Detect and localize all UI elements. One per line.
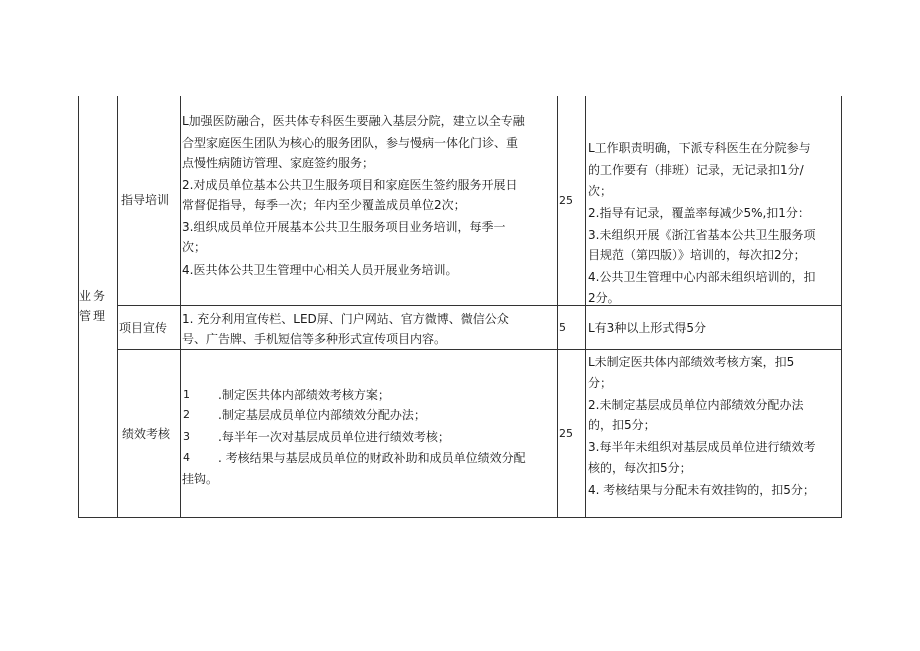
criteria-line: 分；: [588, 376, 613, 390]
score-cell: 25: [559, 427, 573, 440]
criteria-line: L工作职责明确，下派专科医生在分院参与: [588, 141, 811, 155]
grid-line: [117, 349, 842, 350]
criteria-line: 3.未组织开展《浙江省基本公共卫生服务项: [588, 228, 816, 242]
criteria-line: 的工作要有（排班）记录，无记录扣1分/: [588, 163, 804, 177]
criteria-line: 2.指导有记录，覆盖率每减少5%,扣1分：: [588, 206, 810, 220]
category-cell: 业务管理: [79, 289, 108, 323]
criteria-line: 4.公共卫生管理中心内部未组织培训的，扣: [588, 270, 816, 284]
content-line: .制定医共体内部绩效考核方案；: [218, 388, 390, 402]
criteria-line: 次；: [588, 184, 613, 198]
score-cell: 25: [559, 194, 573, 207]
criteria-line: 核的，每次扣5分；: [588, 461, 692, 475]
grid-line: [557, 96, 558, 518]
grid-line: [78, 517, 842, 518]
content-line: 挂钩。: [182, 472, 219, 486]
criteria-line: 目规范（第四版）》培训的，每次扣2分；: [588, 248, 806, 262]
grid-line: [841, 96, 842, 518]
criteria-line: L未制定医共体内部绩效考核方案，扣5: [588, 355, 795, 369]
list-number: 3: [183, 430, 190, 443]
content-line: 号、广告牌、手机短信等多种形式宣传项目内容。: [182, 332, 447, 346]
criteria-line: 3.每半年未组织对基层成员单位进行绩效考: [588, 440, 816, 454]
grid-line: [180, 96, 181, 518]
list-number: 4: [183, 451, 190, 464]
content-line: 点慢性病随访管理、家庭签约服务；: [182, 156, 375, 170]
criteria-line: 4. 考核结果与分配未有效挂钩的，扣5分；: [588, 483, 815, 497]
content-line: . 考核结果与基层成员单位的财政补助和成员单位绩效分配: [218, 451, 526, 465]
grid-line: [585, 96, 586, 518]
content-line: 合型家庭医生团队为核心的服务团队，参与慢病一体化门诊、重: [182, 136, 519, 150]
content-line: 常督促指导，每季一次；年内至少覆盖成员单位2次；: [182, 198, 466, 212]
score-cell: 5: [559, 321, 566, 334]
grid-line: [117, 305, 842, 306]
list-number: 2: [183, 408, 190, 421]
content-line: 4.医共体公共卫生管理中心相关人员开展业务培训。: [182, 263, 458, 277]
criteria-line: L有3种以上形式得5分: [588, 321, 706, 335]
item-name: 项目宣传: [119, 321, 168, 335]
list-number: 1: [183, 388, 190, 401]
item-name: 指导培训: [121, 193, 170, 207]
content-line: L加强医防融合，医共体专科医生要融入基层分院，建立以全专融: [182, 114, 525, 128]
content-line: 3.组织成员单位开展基本公共卫生服务项目业务培训，每季一: [182, 220, 506, 234]
content-line: 次；: [182, 240, 207, 254]
criteria-line: 的，扣5分；: [588, 418, 656, 432]
criteria-line: 2.未制定基层成员单位内部绩效分配办法: [588, 398, 804, 412]
grid-line: [117, 96, 118, 518]
item-name: 绩效考核: [122, 427, 171, 441]
content-line: .每半年一次对基层成员单位进行绩效考核；: [218, 430, 450, 444]
content-line: 2.对成员单位基本公共卫生服务项目和家庭医生签约服务开展日: [182, 178, 518, 192]
content-line: 1. 充分利用宣传栏、LED屏、门户网站、官方微博、微信公众: [182, 312, 509, 326]
criteria-line: 2分。: [588, 291, 620, 305]
content-line: .制定基层成员单位内部绩效分配办法；: [218, 408, 426, 422]
